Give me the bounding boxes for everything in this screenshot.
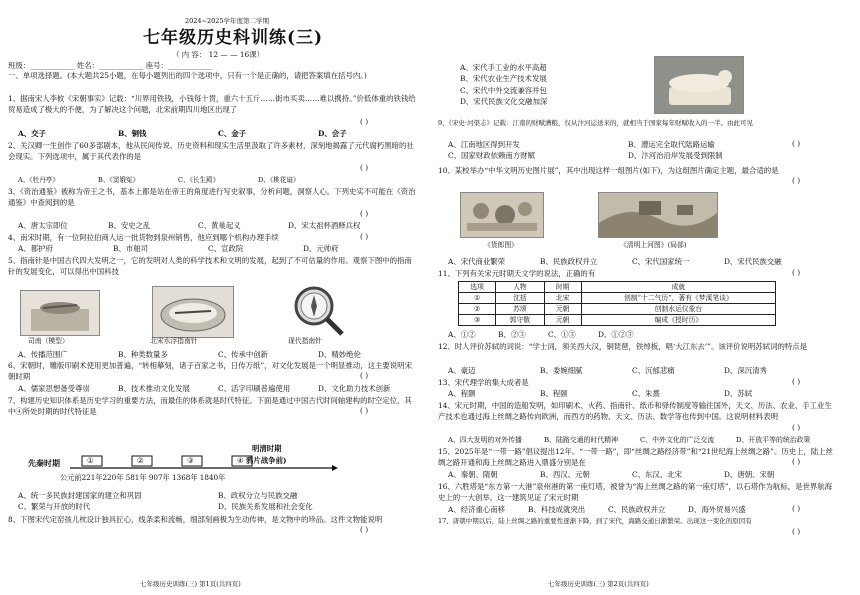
option[interactable]: A、交子: [18, 129, 46, 138]
question-8: 8、下图宋代定窑孩儿枕设计独具匠心，线条柔和流畅，细部刻画极为生动传神，是文物中的珍品。这件文物能说明: [8, 515, 383, 524]
options-8: [460, 62, 547, 107]
option[interactable]: C、繁荣与开放的时代: [18, 502, 91, 512]
options-16: [448, 504, 746, 515]
option[interactable]: A、都护府: [18, 244, 53, 253]
table-cell: ③: [459, 315, 496, 326]
caption-modern-compass: 现代指南针: [288, 337, 322, 345]
option[interactable]: C、黄巢起义: [198, 221, 241, 230]
options-4: [18, 243, 339, 254]
question-6: 6、宋朝时，雕版印刷术使用更加普遍，“转相摹刻，诸子百家之书，日传万纸”，对文化发展是一个明显推动，这主要说明宋朝时期: [8, 361, 412, 382]
options-5: [18, 349, 361, 360]
options-6: [18, 383, 390, 394]
option[interactable]: B、政权分立与民族交融: [218, 491, 298, 500]
answer-paren-6: ( ): [360, 371, 369, 380]
table-row: [459, 304, 776, 315]
caption-sinan: 司南（模型）: [28, 337, 69, 345]
option[interactable]: C、传承中创新: [218, 350, 268, 359]
option[interactable]: B、陆路交通的时代精神: [544, 436, 618, 444]
water-compass-image: [152, 286, 234, 338]
options-7: [18, 490, 313, 513]
timeline-ming-qing: 明清时期: [252, 444, 282, 453]
qingming-painting-image: [598, 192, 718, 238]
answer-paren-17: ( ): [792, 527, 801, 536]
option[interactable]: D、宋代民族交融: [724, 257, 782, 266]
options-2: [18, 175, 300, 186]
option[interactable]: D、汴河治沿岸发展受到限制: [628, 151, 723, 161]
table-header-row: [459, 282, 776, 293]
footer-right: 七年级历史训练(三) 第2页(共四页): [548, 580, 649, 588]
option[interactable]: C、国家财政依赖南方财赋: [448, 151, 535, 161]
answer-paren-10: ( ): [792, 176, 801, 185]
answer-paren-14: ( ): [792, 423, 801, 432]
option[interactable]: B、科技成就突出: [528, 505, 586, 514]
table-cell: 创制“十二气历”，著有《梦溪笔谈》: [581, 293, 775, 304]
school-year: 2024~2025学年度第二学期: [185, 17, 270, 25]
options-3: [18, 220, 360, 231]
answer-paren-8: ( ): [360, 525, 369, 534]
table-cell: 元朝: [544, 304, 581, 315]
option[interactable]: C、金子: [218, 129, 247, 138]
question-5: 5、指南针是中国古代四大发明之一，它的发明对人类的科学技术和文明的发展，起到了不可估量的作用。观察下图中的指南针的发展变化，可以得出中国科技: [8, 256, 412, 277]
option[interactable]: C、宋代国家统一: [632, 257, 690, 266]
option[interactable]: A、宋代手工业的水平高超: [460, 63, 547, 72]
astronomy-table: [458, 281, 776, 326]
table-header: 成就: [581, 282, 775, 293]
options-9: [448, 139, 723, 162]
question-3: 3、《资治通鉴》被称为帝王之书，基本上都是站在帝王的角度进行写史叙事，分析问题，洞察人心。下列史实不可能在《资治通鉴》中查阅到的是: [8, 187, 416, 208]
table-header: 选项: [459, 282, 496, 293]
options-14: [448, 435, 810, 446]
answer-paren-16: ( ): [792, 504, 801, 513]
timeline-opium-war: 鸦片战争前): [246, 456, 287, 465]
table-cell: ①: [459, 293, 496, 304]
question-9: 9、《宋史·河渠志》记载：江南的财赋漕粮，仅从汴河运送来的，就相当于国家每年财赋收入的一半。由此可见: [438, 119, 753, 127]
section-heading: 一、单项选择题。(本大题共25小题，在每小题列出的四个选项中，只有一个是正确的，请把答案填在括号内。): [8, 71, 367, 80]
option[interactable]: C、沉郁悲痛: [632, 366, 675, 375]
option[interactable]: C、东汉、北宋: [632, 470, 682, 479]
page-title: 七年级历史科训练(三): [143, 28, 324, 48]
answer-paren-13: ( ): [792, 377, 801, 386]
question-10: 10、某校举办“中华文明历史图片展”，其中出现这样一组图片(如下)，为这组图片确定主题，最合适的是: [438, 166, 779, 175]
timeline-box-3: ③: [187, 456, 194, 465]
student-info-line: 班级：____________ 姓名：____________ 座号：____________: [8, 61, 213, 70]
option[interactable]: D、海外贸易兴盛: [688, 505, 746, 514]
option[interactable]: A、《牡丹亭》: [18, 176, 60, 184]
option[interactable]: B、技术推动文化发展: [118, 384, 190, 393]
option[interactable]: D、精妙绝伦: [318, 350, 361, 359]
option[interactable]: A、秦朝、隋朝: [448, 470, 498, 479]
table-header: 人物: [496, 282, 544, 293]
options-15: [448, 469, 774, 480]
option[interactable]: C、①③: [548, 330, 576, 339]
answer-paren-7: ( ): [360, 406, 369, 415]
options-11: [448, 329, 634, 340]
table-row: [459, 315, 776, 326]
option[interactable]: A、唐太宗即位: [18, 221, 68, 230]
option[interactable]: C、中外文化的广泛交流: [640, 436, 715, 444]
option[interactable]: A、江南地区得到开发: [448, 140, 520, 149]
question-12: 12、时人评价苏轼的词说：“学士词，须关西大汉，铜琵琶，铁绰板，唱‘大江东去’”。该评价说明苏轼词的特点是: [438, 342, 808, 351]
options-10: [448, 256, 782, 267]
answer-paren-2: ( ): [360, 163, 369, 172]
table-cell: ②: [459, 304, 496, 315]
sinan-image: [20, 290, 100, 336]
option[interactable]: D、深沉清秀: [724, 366, 767, 375]
table-cell: 苏颂: [496, 304, 544, 315]
caption-huolang: 《货郎图》: [484, 241, 518, 249]
table-cell: 编成《授时历》: [581, 315, 775, 326]
option[interactable]: D、《桃花扇》: [258, 176, 300, 184]
child-pillow-image: [654, 56, 744, 114]
option[interactable]: C、民族政权并立: [608, 505, 666, 514]
options-1: [18, 128, 347, 139]
timeline-box-1: ①: [87, 456, 94, 465]
question-7: 7、构建历史知识体系是历史学习的重要方法，而最佳的体系就是时代特征。下面是通过中国古代时间轴建构的时空定位，其中④所处时期的时代特征是: [8, 396, 412, 417]
question-4: 4、南宋时期，有一位阿拉伯商人运一批货物到泉州销售，他应到哪个机构办理手续: [8, 233, 279, 242]
answer-paren-15: ( ): [792, 457, 801, 466]
option[interactable]: A、豪迈: [448, 366, 476, 375]
timeline-dates: 公元前221年220年 581年 907年 1368年 1840年: [60, 473, 226, 482]
footer-left: 七年级历史训练(三) 第1页(共四页): [140, 580, 241, 588]
table-cell: 元朝: [544, 315, 581, 326]
option[interactable]: B、宋代农业生产技术发展: [460, 74, 547, 84]
option[interactable]: A、传播范围广: [18, 350, 68, 359]
option[interactable]: D、宋代民族文化交融加深: [460, 96, 548, 106]
answer-paren-3: ( ): [360, 209, 369, 218]
caption-water-compass: 北宋水浮指南针: [150, 337, 198, 345]
table-header: 时期: [544, 282, 581, 293]
option[interactable]: C、《长生殿》: [178, 176, 220, 184]
option[interactable]: A、儒家思想备受尊崇: [18, 384, 90, 393]
question-14: 14、宋元时期，中国的造船发明，如印刷术、火药、指南针、纸币和驿传制度等输往国外，天文、历法、农业、手工业生产技术也通过海上丝绸之路传向欧洲，而西方的药物、天文、历法、数学等也传到中国。这说明材料表明: [438, 401, 832, 422]
option[interactable]: B、②③: [498, 330, 526, 339]
option[interactable]: A、经济重心南移: [448, 505, 506, 514]
question-16: 16、六胜塔是“东方第一大港”泉州港的第一座灯塔，被誉为“海上丝绸之路的第一座灯塔”，以石塔作为航标，是世界航海史上的一大创举。这一建筑见证了宋元时期: [438, 482, 833, 503]
answer-paren-9: ( ): [792, 139, 801, 148]
timeline-start-label: 先秦时期: [28, 458, 60, 468]
option[interactable]: D、①②③: [598, 330, 634, 339]
option[interactable]: B、《窦娥冤》: [98, 176, 140, 184]
option[interactable]: A、程颢: [448, 389, 476, 398]
option[interactable]: B、民族政权并立: [540, 257, 598, 266]
question-15: 15、2025年是“一带一路”倡议提出12年。“一带一路”，即“丝绸之路经济带”和“21世纪海上丝绸之路”。历史上，陆上丝绸之路开通和海上丝绸之路进入鼎盛分别是在: [438, 447, 834, 468]
option[interactable]: B、铜钱: [118, 129, 147, 138]
question-2: 2、关汉卿一生创作了60多部剧本，他从民间传说、历史资料和现实生活里汲取了许多素材，深刻地揭露了元代腐朽黑暗的社会现实。下列选项中，属于其代表作的是: [8, 141, 414, 162]
option[interactable]: A、统一多民族封建国家的建立和巩固: [18, 491, 142, 500]
table-cell: 创制水运仪象台: [581, 304, 775, 315]
right-page: [430, 0, 860, 595]
timeline-box-2: ②: [137, 456, 144, 465]
option[interactable]: B、安史之乱: [108, 221, 151, 230]
answer-paren-11: ( ): [792, 268, 801, 277]
table-cell: 北宋: [544, 293, 581, 304]
answer-paren-1: ( ): [360, 117, 369, 126]
option[interactable]: D、开放平等的统治政策: [736, 436, 811, 444]
modern-compass-image: [290, 284, 346, 336]
option[interactable]: A、四大发明的对外传播: [448, 436, 522, 444]
option[interactable]: C、宣政院: [208, 244, 244, 253]
table-cell: 郭守敬: [496, 315, 544, 326]
options-13: [448, 388, 752, 399]
option[interactable]: A、宋代商业繁荣: [448, 257, 506, 266]
question-17: 17、唐朝中期以后，陆上丝绸之路的重要性逐渐下降，到了宋代，海路交通日渐繁荣。出现这一变化的原因有: [438, 517, 752, 525]
huolang-painting-image: [460, 192, 544, 238]
option[interactable]: C、朱熹: [632, 389, 660, 398]
table-row: [459, 293, 776, 304]
option[interactable]: B、种类数量多: [118, 350, 168, 359]
option[interactable]: D、会子: [318, 129, 347, 138]
option[interactable]: B、程颐: [540, 389, 568, 398]
question-1: 1、据南宋人李攸《宋朝事实》记载：“川界用铁钱，小钱每十贯，重六十五斤……街市买卖……难以携持。”价低体重的铁钱给贸易造成了极大的不便，为了解决这个问题，北宋前期四川地区出现了: [8, 94, 416, 115]
caption-qingming: 《清明上河图》(局部): [620, 241, 687, 249]
content-scope: （ 内 容： 12 — — 16课）: [172, 50, 265, 59]
timeline-box-4: ④: [237, 456, 244, 465]
option[interactable]: D、宋太祖杯酒释兵权: [288, 221, 361, 230]
option[interactable]: D、唐朝、宋朝: [724, 470, 775, 479]
options-12: [448, 365, 767, 376]
option[interactable]: D、民族关系发展和社会变化: [218, 502, 313, 512]
option[interactable]: B、漕运完全取代陆路运输: [628, 140, 715, 149]
option[interactable]: D、元帅府: [303, 244, 339, 253]
timeline-axis: [70, 452, 340, 474]
option[interactable]: A、①②: [448, 330, 476, 339]
option[interactable]: C、宋代中外交流兼容并包: [460, 85, 547, 95]
option[interactable]: C、活字印刷普遍使用: [218, 384, 291, 393]
option[interactable]: B、西汉、元朝: [540, 470, 590, 479]
question-13: 13、宋代理学的集大成者是: [438, 378, 529, 387]
question-11: 11、下列有关宋元时期天文学的说法，正确的有: [438, 269, 596, 278]
table-cell: 沈括: [496, 293, 544, 304]
answer-paren-4: ( ): [360, 232, 369, 241]
option[interactable]: D、文化助力技术创新: [318, 384, 391, 393]
option[interactable]: D、苏轼: [724, 389, 753, 398]
option[interactable]: B、委婉细腻: [540, 366, 583, 375]
option[interactable]: B、市舶司: [113, 244, 148, 253]
